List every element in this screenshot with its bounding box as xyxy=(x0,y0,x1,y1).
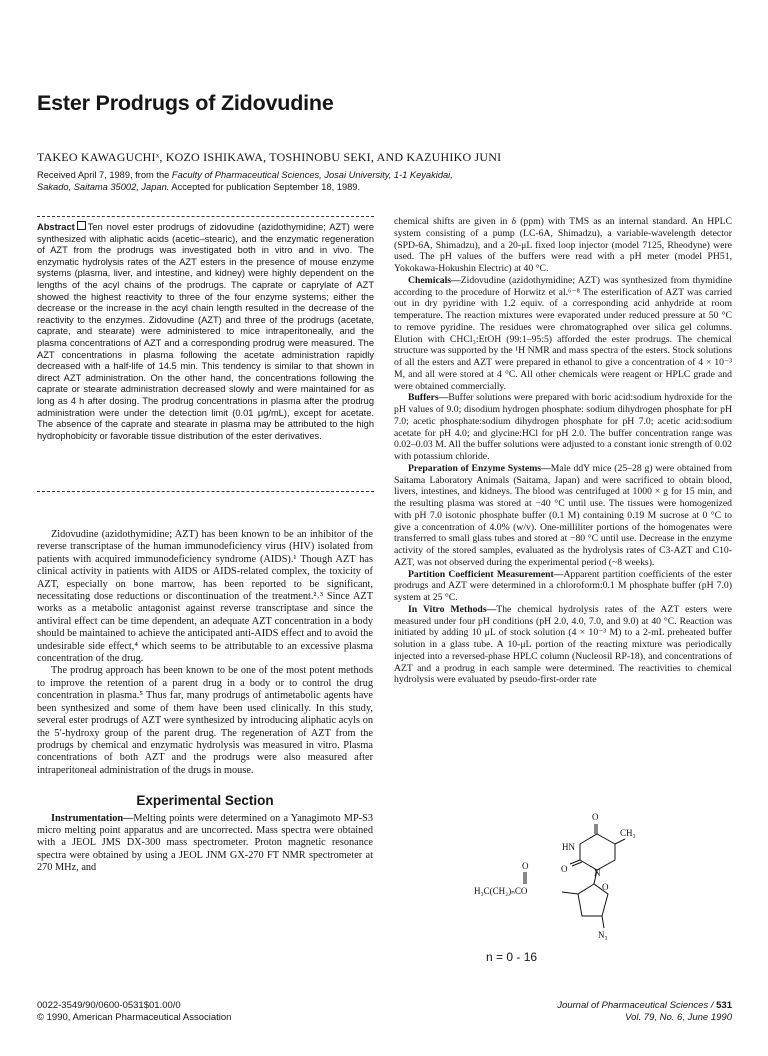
received-prefix: Received April 7, 1989, from the xyxy=(37,170,172,180)
abstract-text: Ten novel ester prodrugs of zidovudine (azidothymidine; AZT) were synthesized with aliphatic acids (acetic–stearic), and the enzymatic regeneration of AZT from the prodrugs was investigated both in vitro and in vivo. The enzymatic hydrolysis rates of the AZT esters in the presence of mouse enzyme systems (plasma, liver, and intestine, and kidney) were highly dependent on the lengths of the acyl chains of the prodrugs. The caprate or caprylate of AZT showed the highest reactivity to three of the four enzyme systems; either the decrease or the increase in the acyl chain length resulted in the decrease of the reactivity to the enzymes. Zidovudine (AZT) and three of the prodrugs (acetate, caprate, and stearate) were administered to mice intraperitoneally, and the plasma concentrations of AZT and a corresponding prodrug were measured. The AZT concentrations in plasma following the acetate administration rapidly decreased with a half-life of 14.5 min. This tendency is similar to that shown in direct AZT administration. On the other hand, the concentrations following the caprate or stearate administration decreased slowly and were maintained for as long as 4 h after dosing. The prodrug concentrations in plasma after the prodrug administration were under the detection limit (0.01 μg/mL), except for acetate. The absence of the caprate and stearate in plasma may be attributed to the high hydrophobicity or favorable tissue distribution of the ester derivatives. xyxy=(37,222,374,441)
accepted-date: Accepted for publication September 18, 1989. xyxy=(171,181,361,192)
nitrogen-label: N xyxy=(594,868,601,878)
abstract-label: Abstract xyxy=(37,222,75,232)
buffers-heading: Buffers— xyxy=(408,392,449,404)
instrumentation-paragraph xyxy=(37,813,373,875)
in-vitro-paragraph xyxy=(394,604,732,686)
copyright: © 1990, American Pharmaceutical Association xyxy=(37,1011,232,1023)
structure-bonds xyxy=(524,824,625,928)
intro-paragraph-2: The prodrug approach has been known to be one of the most potent methods to improve the retention of a parent drug in a body or to control the drug concentration in plasma.⁵ Thus far, many prodrugs of antimetabolic agents have been synthesized and some of them have been used clinically. In this study, several ester prodrugs of AZT were synthesized by introducing aliphatic acyls on the 5′-hydroxy group of the parent drug. The regeneration of AZT from the prodrugs by chemical and enzymatic hydrolysis was measured in vitro. Plasma concentrations of both AZT and the prodrugs were also measured after intraperitoneal administration of the drugs in mouse. xyxy=(37,665,373,776)
ring-oxygen-label: O xyxy=(602,882,609,892)
buffers-paragraph xyxy=(394,392,732,463)
enzyme-heading: Preparation of Enzyme Systems— xyxy=(408,462,551,474)
ester-oxo-label: O xyxy=(522,861,529,871)
in-vitro-text: The chemical hydrolysis rates of the AZT esters were measured under four pH conditions (pH 2.0, 4.0, 7.0, and 9.0) at 40 °C. Reaction was initiated by adding 10 μL of stock solution (4 × 10⁻³ M) to a 2-mL preheated buffer solution in a glass tube. A 10-μL portion of the reacting mixture was periodically injected into a reversed-phase HPLC column (Nucleosil RP-18), and concentrations of AZT and a prodrug in each sample were determined. The reactivities to chemical hydrolysis were evaluated by pseudo-first-order rate xyxy=(394,603,732,686)
partition-paragraph xyxy=(394,569,732,604)
page-number: 531 xyxy=(716,1000,732,1011)
buffers-text: Buffer solutions were prepared with boric acid:sodium hydroxide for the pH values of 9.0; disodium hydrogen phosphate: sodium dihydrogen phosphate for pH 7.0; acetic phosphate:sodium dihydrogen phosphate for pH 7.0; acetic acid:sodium acetate for pH 4.0; and glycine:HCl for pH 2.0. The buffer concentration range was 0.02–0.03 M. All the buffer solutions were adjusted to a constant ionic strength of 0.02 with potassium chloride. xyxy=(394,392,732,462)
azido-label: N₃ xyxy=(598,930,608,940)
hn-label: HN xyxy=(562,842,575,852)
footer-left xyxy=(37,1000,231,1023)
partition-heading: Partition Coefficient Measurement— xyxy=(408,568,564,580)
chemicals-paragraph xyxy=(394,275,732,393)
abstract-box-icon xyxy=(77,221,86,230)
section-heading: Experimental Section xyxy=(136,793,274,809)
volume-info: Vol. 79, No. 6, June 1990 xyxy=(625,1011,732,1023)
abstract-divider xyxy=(37,491,374,492)
footer-right xyxy=(557,1000,732,1023)
chemicals-heading: Chemicals— xyxy=(408,274,461,286)
left-column xyxy=(37,529,373,875)
oxo-label-top: O xyxy=(592,812,599,822)
article-title: Ester Prodrugs of Zidovudine xyxy=(37,91,334,115)
chemicals-text: Zidovudine (azidothymidine; AZT) was synthesized from thymidine according to the procedure of Horwitz et al.⁶⁻⁸ The esterification of AZT was carried out in dry pyridine with 1.2 equiv. of a corresponding acid anhydride at room temperature. The reaction mixtures were evaporated under reduced pressure at 50 °C to remove pyridine. The residues were chromatographed over silica gel columns. Elution with CHCl₃:EtOH (99:1–95:5) afforded the ester prodrugs. The chemical structure was supported by the ¹H NMR and mass spectra of the esters. Stock solutions of all the esters and AZT were prepared in ethanol to give a concentration of 4 × 10⁻³ M, and all were stored at 4 °C. All other chemicals were reagent or HPLC grade and were obtained commercially. xyxy=(394,274,732,392)
partition-text: Apparent partition coefficients of the ester prodrugs and AZT were determined in a chloroform:0.1 M phosphate buffer (pH 7.0) system at 25 °C. xyxy=(394,568,732,603)
methyl-label: CH₃ xyxy=(620,828,636,838)
chain-length-range: n = 0 - 16 xyxy=(486,950,538,964)
instrumentation-text: Melting points were determined on a Yanagimoto MP-S3 micro melting point apparatus and are uncorrected. Mass spectra were obtained with a JEOL JMS DX-300 mass spectrometer. Proton magnetic resonance spectra were obtained by using a JEOL JNM GX-270 FT NMR spectrometer at 270 MHz, and xyxy=(37,812,373,874)
enzyme-text: Male ddY mice (25–28 g) were obtained from Saitama Laboratory Animals (Saitama, Japan) and were sacrificed to obtain blood, livers, intestines, and kidneys. The blood was centrifuged at 1000 × g for 15 min, and the resulting plasma was stored at −40 °C until use. The tissues were homogenized with pH 7.0 isotonic phosphate buffer (0.1 M) containing 0.19 M sucrose at 0 °C to give a concentration of 4.0% (w/v). One-milliliter portions of the homogenates were transferred to small glass tubes and stored at −80 °C until use. Decrease in the enzyme activity of the stored samples, evaluated as the hydrolysis rates of C3-AZT and C10-AZT, was not observed during the experimental period (~8 weeks). xyxy=(394,462,732,568)
affiliation: Faculty of Pharmaceutical Sciences, Josai University, 1-1 Keyakidai, Sakado, Saitama 35002, Japan. xyxy=(37,170,453,192)
instrumentation-continued: chemical shifts are given in δ (ppm) with TMS as an internal standard. An HPLC system consisting of a pump (LC-6A, Shimadzu), a variable-wavelength detector (SPD-6A, Shimadzu), and a 20-μL fixed loop injector (model 7125, Rheodyne) were used. The pH values of the buffers were read with a pH meter (model PH51, Yokokawa-Hokushin Electric) at 40 °C. xyxy=(394,216,732,274)
acyl-chain-label: H₃C(CH₂)ₙCO xyxy=(474,886,528,896)
instrumentation-heading: Instrumentation— xyxy=(51,812,134,824)
received-note xyxy=(37,170,467,193)
right-column xyxy=(394,216,732,686)
author-list: TAKEO KAWAGUCHIˣ, KOZO ISHIKAWA, TOSHINOBU SEKI, AND KAZUHIKO JUNI xyxy=(37,150,502,164)
abstract xyxy=(37,216,374,442)
oxo-label-left: O xyxy=(561,864,568,874)
journal-line xyxy=(557,1000,732,1012)
article-code: 0022-3549/90/0600-0531$01.00/0 xyxy=(37,1000,181,1011)
intro-paragraph-1: Zidovudine (azidothymidine; AZT) has been known to be an inhibitor of the reverse transcriptase of the human immunodeficiency virus (HIV) isolated from patients with acquired immunodeficiency syndrome (AIDS).¹ Though AZT has clinical activity in patients with AIDS or AIDS-related complex, the toxicity of AZT, especially on bone marrow, has been reported to be significant, necessitating dose reductions or discontinuation of the treatment.²˒³ Since AZT works as a metabolic antagonist against reverse transcriptase and since the antiviral effect can be time dependent, an adequate AZT concentration in a body should be maintained to achieve the anticipated anti-AIDS effect and to avoid the undesirable side effect,⁴ which seems to be attributable to an excessive plasma concentration of the drug. xyxy=(37,529,373,665)
journal-name: Journal of Pharmaceutical Sciences / xyxy=(557,1000,717,1011)
enzyme-paragraph xyxy=(394,463,732,569)
volume-line xyxy=(557,1012,732,1024)
in-vitro-heading: In Vitro Methods— xyxy=(408,603,497,615)
